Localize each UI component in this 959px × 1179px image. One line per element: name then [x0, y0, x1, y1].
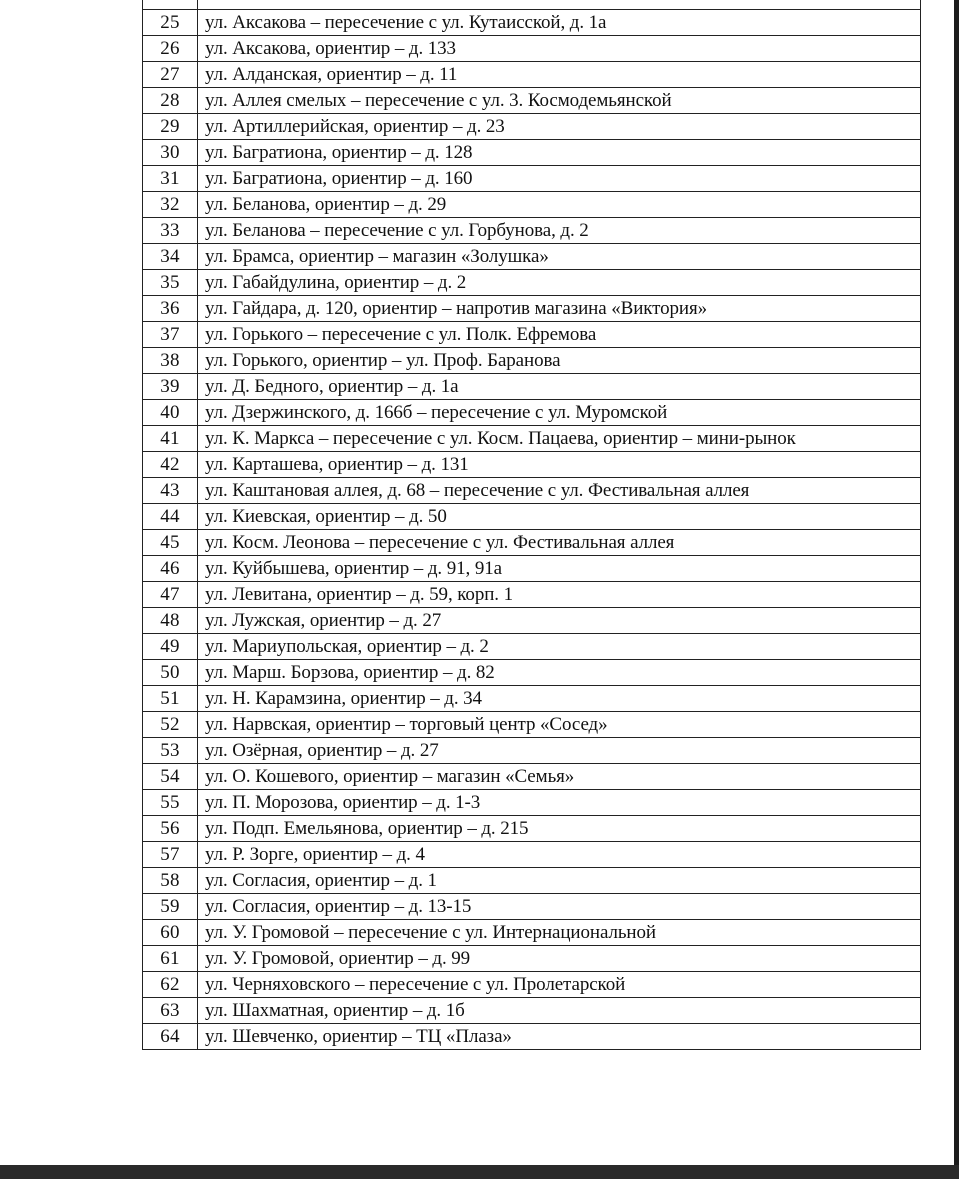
row-address: ул. Беланова – пересечение с ул. Горбунова, д. 2 — [198, 218, 921, 244]
row-address: ул. Дзержинского, д. 166б – пересечение с ул. Муромской — [198, 400, 921, 426]
row-number: 63 — [143, 998, 198, 1024]
row-number: 36 — [143, 296, 198, 322]
row-address: ул. Габайдулина, ориентир – д. 2 — [198, 270, 921, 296]
row-number: 50 — [143, 660, 198, 686]
table-row — [143, 36, 921, 62]
row-address: ул. Левитана, ориентир – д. 59, корп. 1 — [198, 582, 921, 608]
row-address: ул. Алданская, ориентир – д. 11 — [198, 62, 921, 88]
table-row — [143, 296, 921, 322]
table-row — [143, 1024, 921, 1050]
row-address: ул. Озёрная, ориентир – д. 27 — [198, 738, 921, 764]
row-number: 47 — [143, 582, 198, 608]
table-row — [143, 192, 921, 218]
table-row — [143, 868, 921, 894]
row-number: 54 — [143, 764, 198, 790]
row-address: ул. Беланова, ориентир – д. 29 — [198, 192, 921, 218]
row-number: 35 — [143, 270, 198, 296]
row-number: 37 — [143, 322, 198, 348]
row-number: 27 — [143, 62, 198, 88]
row-address: ул. Шахматная, ориентир – д. 1б — [198, 998, 921, 1024]
table-row — [143, 738, 921, 764]
row-number: 62 — [143, 972, 198, 998]
row-number: 53 — [143, 738, 198, 764]
row-address: ул. Марш. Борзова, ориентир – д. 82 — [198, 660, 921, 686]
table-row — [143, 218, 921, 244]
row-number: 34 — [143, 244, 198, 270]
row-number: 29 — [143, 114, 198, 140]
row-address: ул. Багратиона, ориентир – д. 128 — [198, 140, 921, 166]
table-row — [143, 88, 921, 114]
table-row — [143, 634, 921, 660]
table-row — [143, 244, 921, 270]
row-number: 52 — [143, 712, 198, 738]
table-row — [143, 556, 921, 582]
row-number: 46 — [143, 556, 198, 582]
row-number: 28 — [143, 88, 198, 114]
row-address: ул. Багратиона, ориентир – д. 160 — [198, 166, 921, 192]
row-address: ул. Гайдара, д. 120, ориентир – напротив магазина «Виктория» — [198, 296, 921, 322]
table-row — [143, 608, 921, 634]
table-row — [143, 998, 921, 1024]
table-row — [143, 686, 921, 712]
table-row — [143, 842, 921, 868]
row-address: ул. Лужская, ориентир – д. 27 — [198, 608, 921, 634]
row-number: 26 — [143, 36, 198, 62]
row-number: 45 — [143, 530, 198, 556]
table-row — [143, 140, 921, 166]
row-address: ул. Н. Карамзина, ориентир – д. 34 — [198, 686, 921, 712]
address-table — [142, 9, 921, 1050]
table-body — [143, 10, 921, 1050]
row-number: 59 — [143, 894, 198, 920]
row-address: ул. Куйбышева, ориентир – д. 91, 91а — [198, 556, 921, 582]
row-address: ул. Нарвская, ориентир – торговый центр «Сосед» — [198, 712, 921, 738]
row-address: ул. Брамса, ориентир – магазин «Золушка» — [198, 244, 921, 270]
row-number: 32 — [143, 192, 198, 218]
table-row — [143, 764, 921, 790]
table-row — [143, 166, 921, 192]
row-number: 48 — [143, 608, 198, 634]
table-row — [143, 400, 921, 426]
table-row — [143, 816, 921, 842]
table-row — [143, 10, 921, 36]
row-address: ул. Карташева, ориентир – д. 131 — [198, 452, 921, 478]
row-number: 51 — [143, 686, 198, 712]
table-row — [143, 426, 921, 452]
table-row — [143, 374, 921, 400]
row-address: ул. Черняховского – пересечение с ул. Пролетарской — [198, 972, 921, 998]
row-number: 64 — [143, 1024, 198, 1050]
row-number: 38 — [143, 348, 198, 374]
row-address: ул. Каштановая аллея, д. 68 – пересечение с ул. Фестивальная аллея — [198, 478, 921, 504]
row-number: 33 — [143, 218, 198, 244]
table-row — [143, 114, 921, 140]
table-row — [143, 946, 921, 972]
table-row — [143, 530, 921, 556]
row-number: 40 — [143, 400, 198, 426]
table-row — [143, 920, 921, 946]
row-address: ул. У. Громовой – пересечение с ул. Интернациональной — [198, 920, 921, 946]
row-address: ул. Аксакова, ориентир – д. 133 — [198, 36, 921, 62]
table-row — [143, 582, 921, 608]
row-address: ул. Р. Зорге, ориентир – д. 4 — [198, 842, 921, 868]
table-row — [143, 452, 921, 478]
row-number: 25 — [143, 10, 198, 36]
table-row — [143, 322, 921, 348]
table-row — [143, 894, 921, 920]
row-address: ул. Согласия, ориентир – д. 13-15 — [198, 894, 921, 920]
row-number: 55 — [143, 790, 198, 816]
table-row — [143, 712, 921, 738]
row-address: ул. Мариупольская, ориентир – д. 2 — [198, 634, 921, 660]
row-address: ул. Горького, ориентир – ул. Проф. Баранова — [198, 348, 921, 374]
row-number: 30 — [143, 140, 198, 166]
table-row — [143, 660, 921, 686]
row-address: ул. Косм. Леонова – пересечение с ул. Фестивальная аллея — [198, 530, 921, 556]
row-number: 31 — [143, 166, 198, 192]
row-number: 42 — [143, 452, 198, 478]
row-address: ул. Подп. Емельянова, ориентир – д. 215 — [198, 816, 921, 842]
row-number: 58 — [143, 868, 198, 894]
row-number: 43 — [143, 478, 198, 504]
scan-bottom-edge — [0, 1165, 959, 1179]
row-number: 56 — [143, 816, 198, 842]
row-address: ул. Шевченко, ориентир – ТЦ «Плаза» — [198, 1024, 921, 1050]
row-number: 44 — [143, 504, 198, 530]
row-number: 60 — [143, 920, 198, 946]
table-row — [143, 504, 921, 530]
table-row — [143, 348, 921, 374]
row-number: 49 — [143, 634, 198, 660]
row-number: 57 — [143, 842, 198, 868]
row-number: 61 — [143, 946, 198, 972]
row-address: ул. Аллея смелых – пересечение с ул. 3. Космодемьянской — [198, 88, 921, 114]
table-row — [143, 790, 921, 816]
row-address: ул. К. Маркса – пересечение с ул. Косм. Пацаева, ориентир – мини-рынок — [198, 426, 921, 452]
row-number: 41 — [143, 426, 198, 452]
row-number: 39 — [143, 374, 198, 400]
table-row — [143, 62, 921, 88]
row-address: ул. О. Кошевого, ориентир – магазин «Семья» — [198, 764, 921, 790]
row-address: ул. Д. Бедного, ориентир – д. 1а — [198, 374, 921, 400]
scan-edge — [954, 0, 959, 1165]
row-address: ул. Аксакова – пересечение с ул. Кутаисской, д. 1а — [198, 10, 921, 36]
row-address: ул. Горького – пересечение с ул. Полк. Ефремова — [198, 322, 921, 348]
table-row — [143, 972, 921, 998]
row-address: ул. Согласия, ориентир – д. 1 — [198, 868, 921, 894]
row-address: ул. П. Морозова, ориентир – д. 1-3 — [198, 790, 921, 816]
table-row — [143, 270, 921, 296]
row-address: ул. У. Громовой, ориентир – д. 99 — [198, 946, 921, 972]
table-row — [143, 478, 921, 504]
row-address: ул. Артиллерийская, ориентир – д. 23 — [198, 114, 921, 140]
row-address: ул. Киевская, ориентир – д. 50 — [198, 504, 921, 530]
